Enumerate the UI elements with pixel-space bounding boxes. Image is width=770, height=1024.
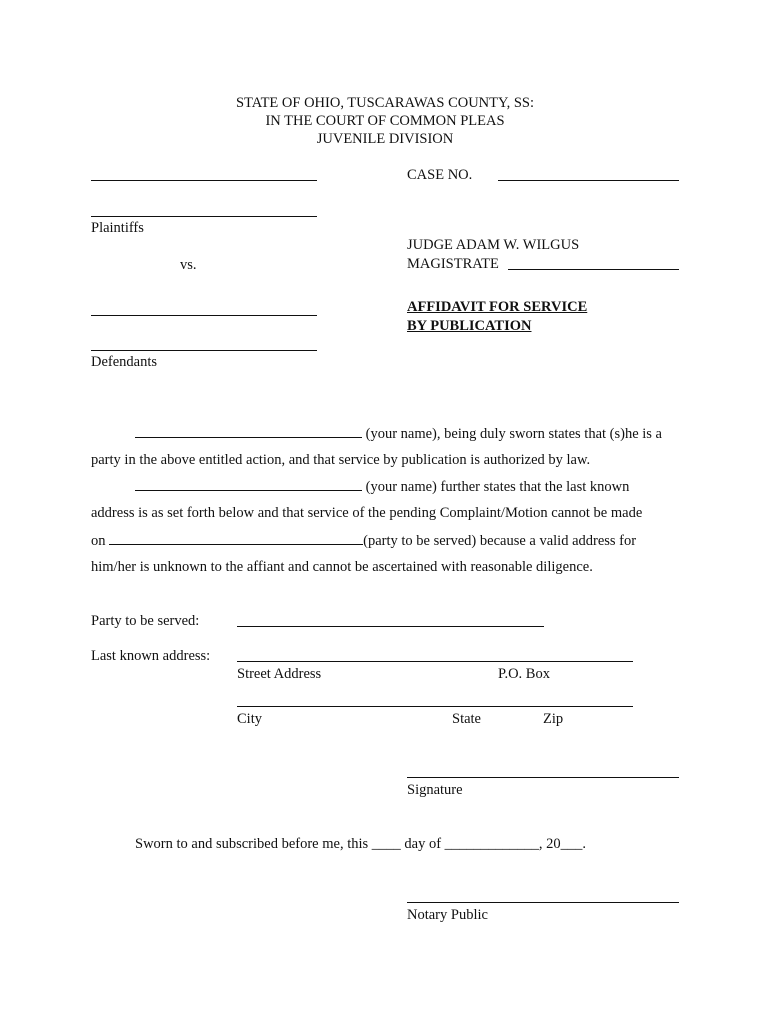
paragraph-2-line-3 bbox=[91, 532, 636, 550]
defendants-label: Defendants bbox=[91, 354, 158, 370]
state-label: State bbox=[452, 711, 481, 727]
magistrate-label: MAGISTRATE bbox=[407, 256, 499, 272]
document-title-line-1: AFFIDAVIT FOR SERVICE bbox=[407, 299, 588, 315]
on-label: on bbox=[91, 533, 110, 549]
paragraph-2-line-2: address is as set forth below and that service of the pending Complaint/Motion cannot be made bbox=[91, 505, 643, 521]
po-box-label: P.O. Box bbox=[498, 666, 550, 682]
zip-label: Zip bbox=[543, 711, 564, 727]
defendant-name-line-1[interactable] bbox=[91, 315, 317, 316]
signature-label: Signature bbox=[407, 782, 463, 798]
your-name-field-2[interactable] bbox=[135, 478, 362, 491]
party-to-be-served-label: Party to be served: bbox=[91, 613, 200, 629]
plaintiff-name-line-1[interactable] bbox=[91, 180, 317, 181]
last-known-address-label: Last known address: bbox=[91, 648, 211, 664]
case-no-label: CASE NO. bbox=[407, 167, 473, 183]
city-label: City bbox=[237, 711, 262, 727]
your-name-field-1[interactable] bbox=[135, 425, 362, 438]
sworn-statement: Sworn to and subscribed before me, this ____ day of _____________, 20___. bbox=[135, 836, 587, 852]
defendant-name-line-2[interactable] bbox=[91, 350, 317, 351]
city-state-zip-field[interactable] bbox=[237, 706, 633, 707]
paragraph-2-line-4: him/her is unknown to the affiant and cannot be ascertained with reasonable diligence. bbox=[91, 559, 593, 575]
judge-label: JUDGE ADAM W. WILGUS bbox=[407, 237, 580, 253]
header-court: IN THE COURT OF COMMON PLEAS bbox=[265, 113, 505, 129]
vs-label: vs. bbox=[180, 257, 197, 273]
paragraph-2-line-3-text: (party to be served) because a valid address for bbox=[363, 533, 637, 549]
paragraph-2-line-1 bbox=[135, 478, 629, 496]
header-state-county: STATE OF OHIO, TUSCARAWAS COUNTY, SS: bbox=[235, 95, 535, 111]
plaintiff-name-line-2[interactable] bbox=[91, 216, 317, 217]
party-served-inline-field[interactable] bbox=[109, 532, 363, 545]
notary-signature-field[interactable] bbox=[407, 902, 679, 903]
paragraph-1-line-1 bbox=[135, 425, 662, 443]
party-to-be-served-field[interactable] bbox=[237, 626, 544, 627]
street-address-label: Street Address bbox=[237, 666, 322, 682]
paragraph-1-text: (your name), being duly sworn states that (s)he is a bbox=[362, 426, 662, 442]
signature-field[interactable] bbox=[407, 777, 679, 778]
case-no-field[interactable] bbox=[498, 180, 679, 181]
header-division: JUVENILE DIVISION bbox=[316, 131, 454, 147]
magistrate-field[interactable] bbox=[508, 269, 679, 270]
paragraph-2-text: (your name) further states that the last known bbox=[362, 479, 630, 495]
street-address-field[interactable] bbox=[237, 661, 633, 662]
paragraph-1-line-2: party in the above entitled action, and that service by publication is authorized by law. bbox=[91, 452, 591, 468]
plaintiffs-label: Plaintiffs bbox=[91, 220, 144, 236]
document-title-line-2: BY PUBLICATION bbox=[407, 318, 532, 334]
notary-public-label: Notary Public bbox=[407, 907, 488, 923]
